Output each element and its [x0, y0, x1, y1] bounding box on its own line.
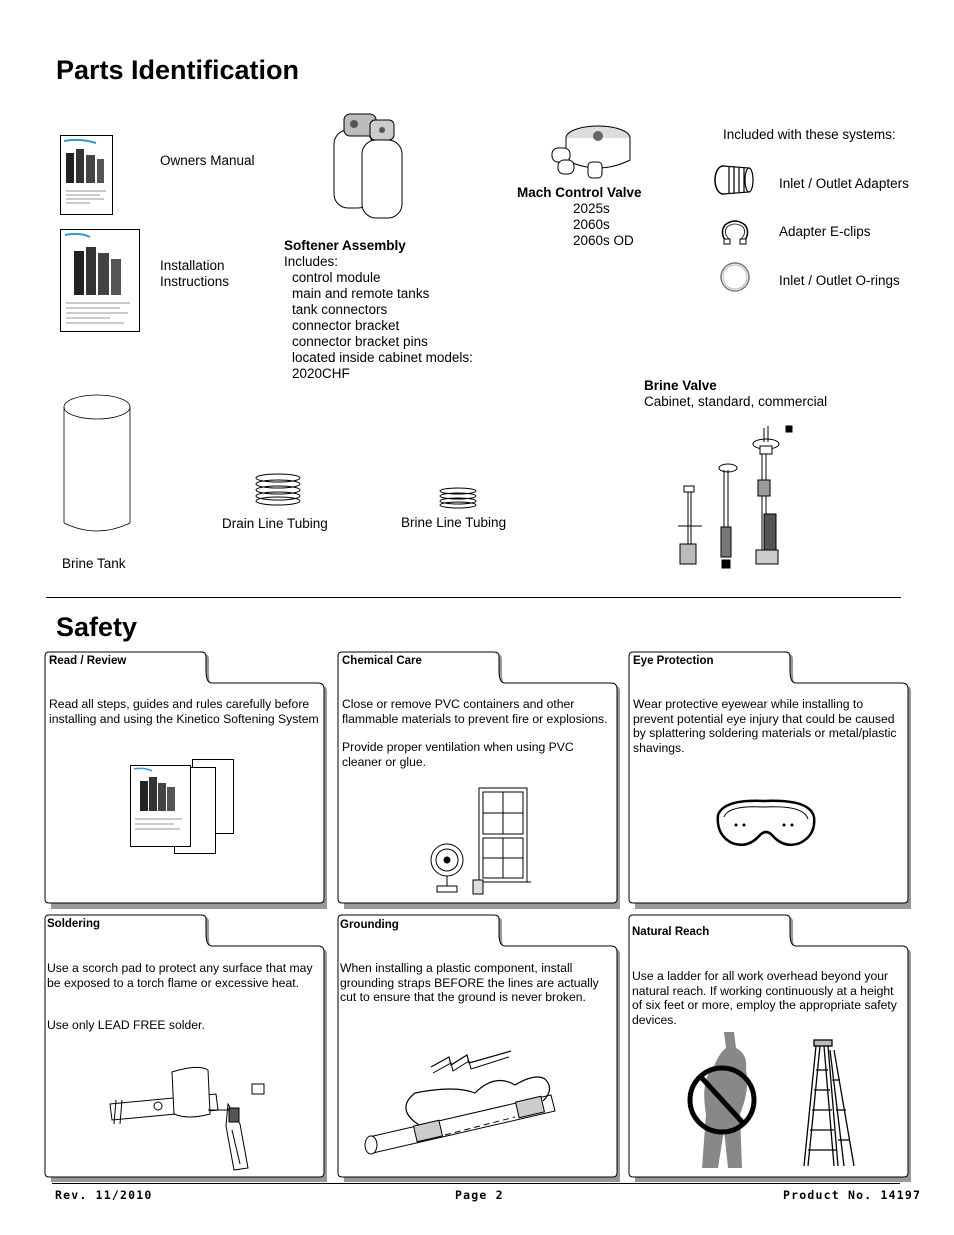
safety-card-eye-protection	[628, 651, 908, 906]
card-paragraph: Read all steps, guides and rules carefully before installing and using the Kinetico Softening System	[49, 697, 319, 726]
softener-assembly-image	[330, 110, 410, 220]
card-body	[633, 697, 903, 769]
adapter-icon	[713, 163, 757, 197]
footer-revision: Rev. 11/2010	[55, 1188, 153, 1202]
card-title: Eye Protection	[633, 655, 714, 667]
safety-card-grounding	[337, 914, 617, 1180]
adapters-label: Inlet / Outlet Adapters	[779, 176, 909, 191]
softener-item: tank connectors	[292, 302, 388, 317]
card-paragraph: Use a scorch pad to protect any surface that may be exposed to a torch flame or excessive heat.	[47, 961, 313, 990]
goggles-image	[714, 795, 818, 853]
brine-tank-label: Brine Tank	[62, 556, 126, 571]
brine-tank-image	[62, 393, 134, 538]
valve-model: 2025s	[573, 201, 610, 216]
card-body	[340, 961, 610, 1019]
softener-item: main and remote tanks	[292, 286, 430, 301]
brine-valve-title: Brine Valve	[644, 378, 717, 393]
installation-line-2: Instructions	[160, 274, 230, 289]
orings-label: Inlet / Outlet O-rings	[779, 273, 900, 288]
card-body	[47, 961, 317, 1047]
grounding-strap-image	[355, 1049, 585, 1161]
brine-tubing-image	[438, 486, 478, 510]
owners-manual-label: Owners Manual	[160, 153, 255, 168]
safety-card-soldering	[44, 914, 324, 1180]
card-paragraph: Close or remove PVC containers and other flammable materials to prevent fire or explosions.	[342, 697, 608, 726]
card-paragraph: When installing a plastic component, install grounding straps BEFORE the lines are actually cut to ensure that the ground is never broken.	[340, 961, 599, 1005]
softener-item: 2020CHF	[292, 366, 350, 381]
card-paragraph: Use only LEAD FREE solder.	[47, 1018, 205, 1033]
section-divider	[46, 597, 901, 598]
oring-icon	[718, 261, 752, 293]
card-body	[49, 697, 319, 740]
control-valve-block	[517, 185, 642, 249]
control-valve-image	[550, 120, 640, 182]
brine-valve-block	[644, 378, 827, 410]
card-title: Soldering	[47, 918, 101, 930]
card-title: Read / Review	[49, 655, 127, 667]
safety-card-read-review	[44, 651, 324, 906]
softener-item: connector bracket pins	[292, 334, 428, 349]
softener-assembly-title: Softener Assembly	[284, 238, 406, 253]
soldering-torch-image	[108, 1064, 268, 1172]
brine-valve-image	[674, 422, 798, 574]
ladder-reach-image	[684, 1030, 880, 1170]
included-header: Included with these systems:	[723, 127, 896, 142]
valve-model: 2060s	[573, 217, 610, 232]
valve-model: 2060s OD	[573, 233, 634, 248]
footer-page: Page 2	[455, 1188, 504, 1202]
installation-instructions-thumbnail	[60, 229, 141, 333]
parts-title: Parts Identification	[56, 55, 300, 85]
footer-rule	[52, 1183, 900, 1184]
owners-manual-thumbnail	[60, 135, 114, 216]
safety-card-natural-reach	[628, 914, 908, 1180]
brine-tubing-label: Brine Line Tubing	[401, 515, 507, 530]
card-title: Natural Reach	[632, 926, 710, 938]
card-frame	[628, 651, 908, 906]
installation-line-1: Installation	[160, 258, 225, 273]
installation-instructions-label	[160, 258, 229, 290]
softener-item: located inside cabinet models:	[292, 350, 473, 365]
card-paragraph: Wear protective eyewear while installing to prevent potential eye injury that could be caused by splattering soldering materials or metal/plastic shavings.	[633, 697, 897, 755]
softener-assembly-block	[284, 238, 473, 382]
card-body	[342, 697, 612, 783]
footer-product: Product No. 14197	[783, 1188, 922, 1202]
card-title: Chemical Care	[342, 655, 422, 667]
eclip-icon	[717, 217, 753, 247]
safety-title: Safety	[56, 612, 138, 642]
window-fan-image	[423, 786, 533, 898]
softener-item: connector bracket	[292, 318, 400, 333]
safety-card-chemical-care	[337, 651, 617, 906]
softener-assembly-includes: Includes:	[284, 254, 339, 269]
softener-item: control module	[292, 270, 381, 285]
drain-tubing-image	[253, 472, 303, 506]
control-valve-title: Mach Control Valve	[517, 185, 642, 200]
brine-valve-subtitle: Cabinet, standard, commercial	[644, 394, 828, 409]
card-paragraph: Provide proper ventilation when using PVC cleaner or glue.	[342, 740, 574, 769]
manual-stack-image	[130, 759, 236, 855]
card-title: Grounding	[340, 919, 399, 931]
drain-tubing-label: Drain Line Tubing	[222, 516, 328, 531]
eclips-label: Adapter E-clips	[779, 224, 871, 239]
card-paragraph: Use a ladder for all work overhead beyond your natural reach. If working continuously at a height of six feet or more, employ the appropriate safety devices.	[632, 969, 897, 1027]
